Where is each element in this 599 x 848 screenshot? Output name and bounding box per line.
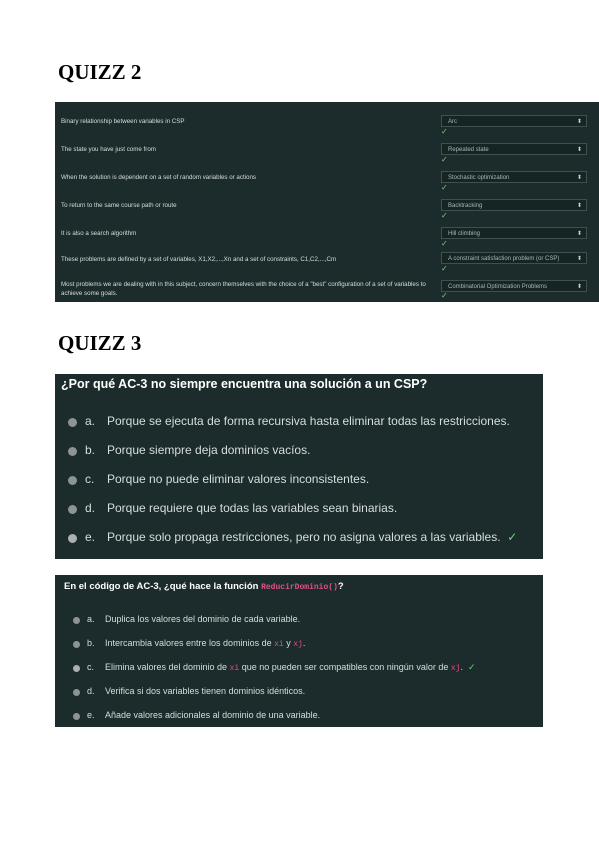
option-text: Verifica si dos variables tienen dominios idénticos. [105,686,306,696]
match-select[interactable] [441,143,587,155]
option-text-pre: Elimina valores del dominio de [105,662,230,672]
option-text: Porque se ejecuta de forma recursiva hasta eliminar todas las restricciones. [107,414,510,428]
quiz3-question1-panel [55,374,543,559]
variable-xj: xj [293,640,303,649]
match-prompt: Most problems we are dealing with in this subject, concern themselves with the choice of a "best" configuration of a set of variables to achieve some goals. [61,281,426,297]
function-code: ReducirDominio() [261,583,338,592]
check-icon: ✓ [441,264,448,273]
option-letter: d. [87,686,95,696]
select-arrow-icon: ⬍ [576,284,582,290]
check-icon: ✓ [441,211,448,220]
match-prompt: It is also a search algorithm [61,230,137,237]
answer-option[interactable] [55,470,543,490]
match-prompt: When the solution is dependent on a set of random variables or actions [61,174,257,181]
select-value: Combinatorial Optimization Problems [448,284,548,290]
select-arrow-icon: ⬍ [576,231,582,237]
question-suffix: ? [337,581,344,592]
answer-option-selected[interactable] [55,528,543,548]
option-text: Duplica los valores del dominio de cada variable. [105,614,301,624]
radio-button[interactable] [68,476,77,485]
answer-option[interactable] [55,636,543,652]
radio-button[interactable] [73,689,80,696]
match-prompt: Binary relationship between variables in CSP [61,118,185,125]
check-icon: ✓ [467,662,476,672]
select-value: A constraint satisfaction problem (or CSP) [448,256,560,262]
option-text-mid: que no pueden ser compatibles con ningún valor de [239,662,451,672]
option-text: Añade valores adicionales al dominio de una variable. [105,710,321,720]
radio-button[interactable] [73,617,80,624]
question-text [64,581,344,592]
option-text [105,662,476,673]
option-text-content: Porque solo propaga restricciones, pero no asigna valores a las variables. [107,530,501,544]
answer-option[interactable] [55,684,543,700]
quiz2-matching-panel [55,102,599,302]
option-text: Porque no puede eliminar valores inconsistentes. [107,472,370,486]
variable-xi: xi [274,640,284,649]
quiz3-heading: QUIZZ 3 [58,331,142,355]
match-select[interactable] [441,280,587,292]
radio-button[interactable] [68,418,77,427]
option-text: Porque siempre deja dominios vacíos. [107,443,311,457]
match-prompt: The state you have just come from [61,146,156,153]
select-arrow-icon: ⬍ [576,256,582,262]
quiz3-question2-panel [55,575,543,727]
option-letter: c. [87,662,95,672]
match-select[interactable] [441,171,587,183]
option-letter: d. [85,501,96,515]
check-icon: ✓ [507,530,518,544]
check-icon: ✓ [441,291,448,300]
select-value: Hill climbing [448,231,481,237]
answer-option[interactable] [55,612,543,628]
check-icon: ✓ [441,183,448,192]
radio-button-selected[interactable] [68,534,77,543]
match-select[interactable] [441,199,587,211]
option-text-post: . [460,662,463,672]
option-letter: a. [85,414,96,428]
variable-xj: xj [450,664,461,673]
select-arrow-icon: ⬍ [576,147,582,153]
match-select[interactable] [441,115,587,127]
option-text [105,638,305,649]
option-letter: e. [87,710,95,720]
option-text-post: . [302,638,306,648]
answer-option[interactable] [55,708,543,724]
question-text: ¿Por qué AC-3 no siempre encuentra una solución a un CSP? [61,377,428,391]
match-select[interactable] [441,252,587,264]
option-letter: a. [87,614,95,624]
match-prompt: These problems are defined by a set of variables, X1,X2,...,Xn and a set of constraints, C1,C2,...,Cm [61,256,337,263]
match-prompt: To return to the same course path or route [61,202,177,209]
option-text [107,530,517,544]
radio-button[interactable] [73,641,80,648]
match-select[interactable] [441,227,587,239]
option-letter: b. [87,638,95,648]
check-icon: ✓ [441,155,448,164]
answer-option[interactable] [55,412,543,432]
select-value: Stochastic optimization [448,175,510,181]
select-arrow-icon: ⬍ [576,203,582,209]
option-letter: c. [85,472,95,486]
answer-option[interactable] [55,441,543,461]
option-text: Porque requiere que todas las variables sean binarias. [107,501,398,515]
variable-xi: xi [229,664,240,673]
radio-button[interactable] [68,505,77,514]
select-value: Repeated state [448,147,489,153]
radio-button[interactable] [68,447,77,456]
radio-button[interactable] [73,713,80,720]
check-icon: ✓ [441,127,448,136]
radio-button-selected[interactable] [73,665,80,672]
select-arrow-icon: ⬍ [576,175,582,181]
question-prefix: En el código de AC-3, ¿qué hace la función [64,581,262,592]
option-letter: e. [85,530,96,544]
select-value: Arc [448,119,457,125]
answer-option[interactable] [55,499,543,519]
select-value: Backtracking [448,203,483,209]
check-icon: ✓ [441,239,448,248]
option-letter: b. [85,443,96,457]
select-arrow-icon: ⬍ [576,119,582,125]
option-text-pre: Intercambia valores entre los dominios de [105,638,275,648]
answer-option-selected[interactable] [55,660,543,676]
quiz2-heading: QUIZZ 2 [58,60,142,84]
option-text-mid: y [283,638,294,648]
